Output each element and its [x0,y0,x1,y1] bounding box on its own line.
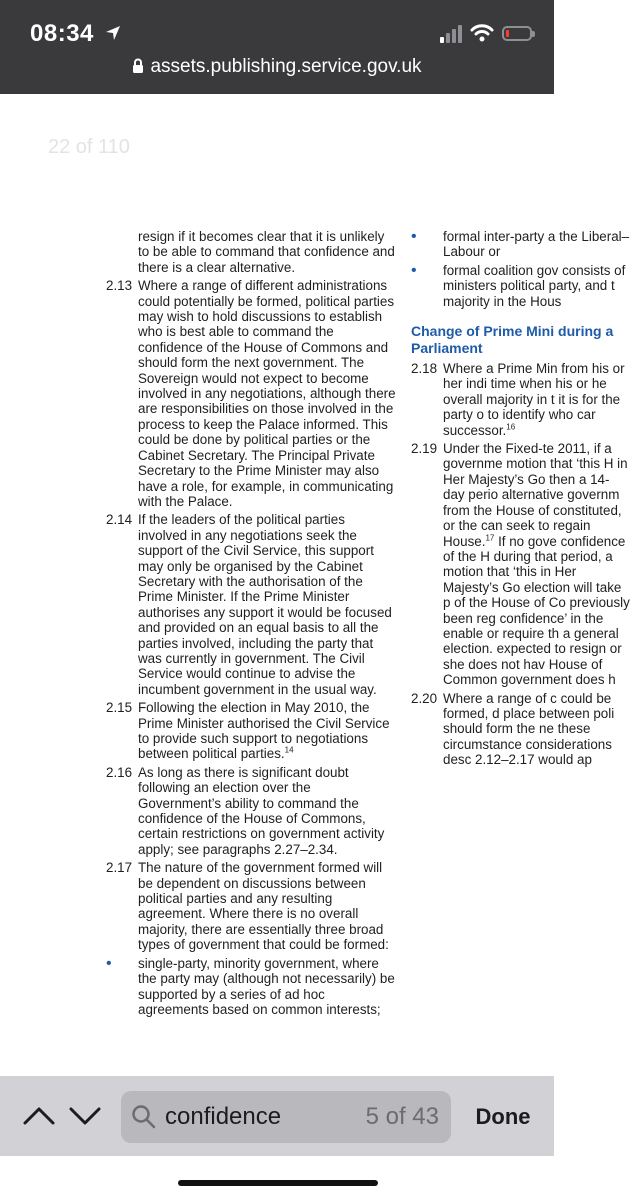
paragraph-number: 2.18 [411,361,438,377]
paragraph-text: If the leaders of the political parties involved in any negotiations seek the support of the Civil Service, this support may only be organised by the Cabinet Secretary with the authorisation of the Prime Minister. If the Prime Minister authorises any support it would be focused and provided on an equal basis to all the parties involved, including the party that was currently in government. The Civil Service would continue to advise the incumbent government in the usual way. [138,512,392,697]
search-icon [131,1104,157,1130]
wifi-icon [470,24,494,42]
continued-text: resign if it becomes clear that it is unlikely to be able to command that confidence and there is a clear alternative. [138,229,395,275]
paragraph-2-20 [411,691,631,768]
url-text: assets.publishing.service.gov.uk [150,56,422,77]
cellular-signal-icon [440,23,462,43]
battery-level [506,30,509,37]
done-button[interactable]: Done [475,1104,531,1129]
paragraph-2-19 [411,441,631,688]
paragraph-text: The nature of the government formed will be dependent on discussions between political parties and any resulting agreement. Where there is no overall majority, there are essentially three broad types of government that could be formed: [138,860,389,953]
home-area [0,1156,554,1200]
status-time-text: 08:34 [30,20,94,47]
paragraph-text: Where a range of c could be formed, d place between poli should form the ne these circumstance considerations desc 2.12–2.17 would ap [443,690,615,768]
footnote-ref[interactable]: 14 [284,745,294,755]
page-indicator: 22 of 110 [48,136,130,158]
match-count: 5 of 43 [365,1103,439,1130]
list-item-text: formal inter-party a the Liberal–Labour or [443,229,630,260]
paragraph-number: 2.13 [106,278,133,294]
paragraph-text: Following the election in May 2010, the Prime Minister authorised the Civil Service to provide such support to negotiations between political parties. [138,700,390,762]
paragraph-number: 2.20 [411,690,438,706]
right-column [411,228,630,771]
battery-icon [502,26,532,41]
paragraph-2-17 [106,860,396,952]
bullet-dot-icon: • [411,228,417,245]
paragraph-2-16 [106,765,396,857]
paragraph-2-14 [106,512,396,697]
find-input[interactable] [121,1091,451,1143]
paragraph-text-wrap [138,700,396,762]
paragraph-number: 2.15 [106,700,133,716]
paragraph-number: 2.17 [106,860,133,876]
status-icons [440,22,532,44]
bullet-dot-icon: • [106,954,112,972]
paragraph-text: As long as there is significant doubt following an election over the Government’s ability to command the confidence of the House of Commons, certain restrictions on government activity apply; see paragraphs 2.27–2.34. [138,764,385,857]
paragraph-number: 2.19 [411,441,438,457]
paragraph-2-18 [411,361,631,438]
left-column [106,229,396,1020]
paragraph-2-13 [106,278,396,509]
list-item-text: single-party, minority government, where the party may (although not necessarily) be supported by a series of ad hoc agreements based on common interests; [138,955,395,1017]
find-on-page-bar [0,1076,554,1156]
paragraph-text-wrap [443,441,631,688]
chevron-up-icon [25,1109,53,1123]
list-item [106,956,396,1018]
list-item-text: formal coalition gov consists of ministers political party, and t majority in the Hous [443,262,626,309]
address-bar[interactable] [0,56,554,78]
next-match-button[interactable] [68,1098,102,1132]
footnote-ref[interactable]: 16 [506,422,516,432]
paragraph-text: Where a Prime Min from his or her indi time when his or he overall majority in t it is for the party o to identify who car successor. [443,361,625,438]
footnote-ref[interactable]: 17 [485,533,495,543]
paragraph-number: 2.16 [106,764,133,780]
paragraph-text: Under the Fixed-te 2011, if a governme motion that ‘this H in Her Majesty’s Go then a 14-day perio alternative governm from the House of constituted, or the can seek to regain House. [443,441,628,549]
status-and-address-bar [0,0,554,94]
paragraph-text: Where a range of different administrations could potentially be formed, political parties may wish to hold discussions to establish who is best able to command the confidence of the House of Commons and should form the next government. The Sovereign would not expect to become involved in any negotiations, although there are responsibilities on those involved in the process to keep the Palace informed. This could be done by political parties or the Cabinet Secretary. The Principal Private Secretary to the Prime Minister may also have a role, for example, in communicating with the Palace. [138,278,396,509]
list-item [411,229,631,260]
home-indicator[interactable] [178,1180,378,1186]
lock-icon [132,58,144,74]
chevron-down-icon [71,1109,99,1123]
right-column-content [411,229,631,768]
paragraph-text-continued: If no gove confidence of the H during that period, a motion that ‘this in Her Majesty’s Go election will take p of the House of Co previously been reg confidence’ in the enable or require th a general election. expected to resign or she does not hav House of Common government does h [443,533,630,688]
previous-match-button[interactable] [22,1098,56,1132]
pdf-page[interactable] [0,94,630,1200]
list-item [411,263,631,309]
status-time [30,20,121,48]
paragraph-2-15 [106,700,396,762]
paragraph-number: 2.14 [106,512,133,528]
paragraph-text-wrap [443,361,631,438]
find-query-text: confidence [165,1103,282,1130]
location-arrow-icon [105,25,121,41]
bullet-dot-icon: • [411,261,417,279]
section-heading: Change of Prime Mini during a Parliament [411,323,614,357]
